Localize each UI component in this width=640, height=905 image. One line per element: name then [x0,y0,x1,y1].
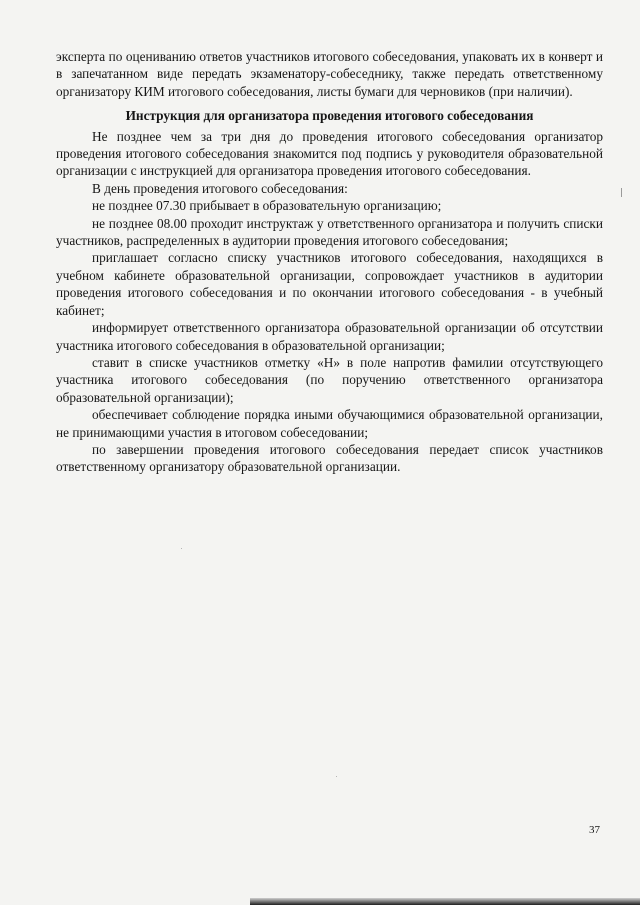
list-item-arrival: не позднее 07.30 прибывает в образовательную организацию; [92,198,442,214]
document-body [56,48,603,476]
list-item-invite: приглашает согласно списку участников итогового собеседования, находящихся в учебном кабинете образовательной организации, сопровождает участников в аудитории проведения итогового собеседования и по окончании итогового собеседования - в учебный кабинет; [56,250,603,318]
list-item-mark-absent: ставит в списке участников отметку «Н» в поле напротив фамилии отсутствующего участника итогового собеседования (по поручению ответственного организатора образовательной организации); [56,354,603,405]
scan-speck [336,776,337,777]
paragraph-day-of: В день проведения итогового собеседования: [92,180,348,196]
scan-speck [181,548,182,549]
list-item-inform: информирует ответственного организатора образовательной организации об отсутствии участника итогового собеседования в образовательной организации; [56,320,603,353]
paragraph-intro: Не позднее чем за три дня до проведения итогового собеседования организатор проведения итогового собеседования знакомится под подпись у руководителя образовательной организации с инструкцией для организатора проведения итогового собеседования. [56,128,603,179]
list-item-briefing: не позднее 08.00 проходит инструктаж у ответственного организатора и получить списки участников, распределенных в аудитории проведения итогового собеседования; [56,215,603,249]
paragraph-continuation: эксперта по оцениванию ответов участников итогового собеседования, упаковать их в конверт и в запечатанном виде передать экзаменатору-собеседнику, также передать ответственному организатору КИМ итогового собеседования, листы бумаги для черновиков (при наличии). [56,49,603,99]
scan-artifact [621,188,622,197]
scan-bottom-edge [250,898,640,905]
section-heading: Инструкция для организатора проведения итогового собеседования [125,108,534,124]
page-number: 37 [589,824,600,836]
list-item-order: обеспечивает соблюдение порядка иными обучающимися образовательной организации, не принимающими участия в итоговом собеседовании; [56,407,603,440]
list-item-handover: по завершении проведения итогового собеседования передает список участников ответственному организатору образовательной организации. [56,441,603,475]
